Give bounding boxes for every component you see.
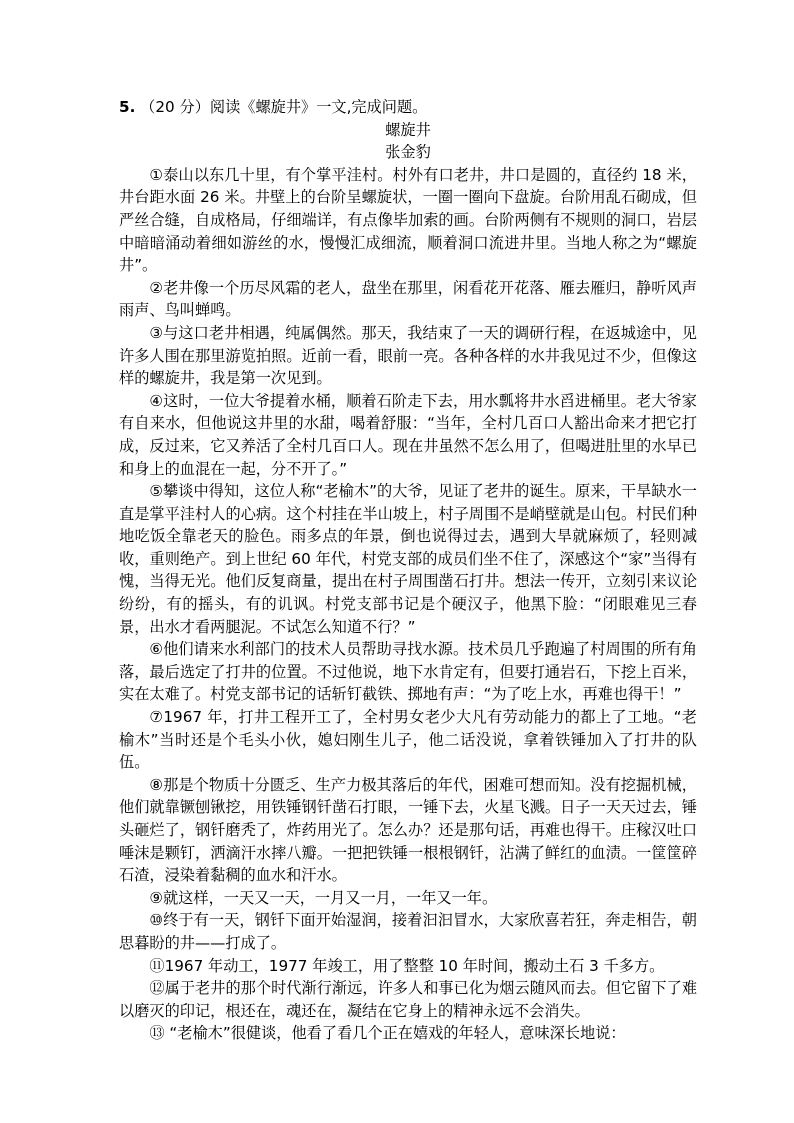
article-title: 螺旋井 [385,120,431,139]
paragraph-12: ⑫属于老井的那个时代渐行渐远，许多人和事已化为烟云随风而去。但它留下了难以磨灭的印记，根还在，魂还在，凝结在它身上的精神永远不会消失。 [119,979,697,1020]
question-score: （20 分） [140,98,210,116]
question-instruction: 阅读《螺旋井》一文,完成问题。 [209,98,428,116]
paragraph-8: ⑧那是个物质十分匮乏、生产力极其落后的年代，困难可想而知。没有挖掘机械，他们就靠镢刨锹挖，用铁锤钢钎凿石打眼，一锤下去，火星飞溅。日子一天天过去，锤头砸烂了，钢钎磨秃了，炸药用光了。怎么办？还是那句话，再难也得干。庄稼汉吐口唾沫是颗钉，洒滴汗水摔八瓣。一把把铁锤一根根钢钎，沾满了鲜红的血渍。一筐筐碎石渣，浸染着黏稠的血水和汗水。 [119,775,697,885]
paragraph-9: ⑨就这样，一天又一天，一月又一月，一年又一年。 [149,888,498,907]
paragraph-13: ⑬ “老榆木”很健谈，他看了看几个正在嬉戏的年轻人，意味深长地说： [149,1024,626,1043]
paragraph-3: ③与这口老井相遇，纯属偶然。那天，我结束了一天的调研行程，在返城途中，见许多人围在那里游览拍照。近前一看，眼前一亮。各种各样的水井我见过不少，但像这样的螺旋井，我是第一次见到。 [119,323,697,388]
paragraph-5: ⑤攀谈中得知，这位人称“老榆木”的大爷，见证了老井的诞生。原来，干旱缺水一直是掌平洼村人的心病。这个村挂在半山坡上，村子周围不是峭壁就是山包。村民们种地吃饭全靠老天的脸色。雨多点的年景，倒也说得过去，遇到大旱就麻烦了，轻则减收，重则绝产。到上世纪 60 年代，村党支部的成员们坐不住了，深感这个“家”当得有愧，当得无光。他们反复商量，提出在村子周围凿石打井。想法一传开，立刻引来议论纷纷，有的摇头，有的讥讽。村党支部书记是个硬汉子，他黑下脸：“闭眼难见三春景，出水才看两腿泥。不试怎么知道不行？” [119,482,697,636]
article-author: 张金豹 [385,143,431,162]
paragraph-7: ⑦1967 年，打井工程开工了，全村男女老少大凡有劳动能力的都上了工地。“老榆木”当时还是个毛头小伙，媳妇刚生儿子，他二话没说，拿着铁锤加入了打井的队伍。 [119,708,697,772]
question-heading [119,96,697,119]
paragraph-2: ②老井像一个历尽风霜的老人，盘坐在那里，闲看花开花落、雁去雁归，静听风声雨声、鸟叫蝉鸣。 [119,278,697,320]
paragraph-10: ⑩终于有一天，钢钎下面开始湿润，接着汩汩冒水，大家欣喜若狂，奔走相告，朝思暮盼的井——打成了。 [119,911,697,952]
question-number: 5. [119,98,136,116]
paragraph-1: ①泰山以东几十里，有个掌平洼村。村外有口老井，井口是圆的，直径约 18 米，井台距水面 26 米。井壁上的台阶呈螺旋状，一圈一圈向下盘旋。台阶用乱石砌成，但严丝合缝，自成格局，仔细端详，有点像毕加索的画。台阶两侧有不规则的洞口，岩层中暗暗涌动着细如游丝的水，慢慢汇成细流，顺着洞口流进井里。当地人称之为“螺旋井”。 [119,165,697,275]
paragraph-6: ⑥他们请来水利部门的技术人员帮助寻找水源。技术员几乎跑遍了村周围的所有角落，最后选定了打井的位置。不过他说，地下水肯定有，但要打通岩石，下挖上百米，实在太难了。村党支部书记的话斩钉截铁、掷地有声：“为了吃上水，再难也得干！” [119,640,697,704]
question-content [119,96,697,1045]
paragraph-4: ④这时，一位大爷提着水桶，顺着石阶走下去，用水瓢将井水舀进桶里。老大爷家有自来水，但他说这井里的水甜，喝着舒服：“当年，全村几百口人豁出命来才把它打成，反过来，它又养活了全村几百口人。现在井虽然不怎么用了，但喝进肚里的水早已和身上的血混在一起，分不开了。” [119,391,697,478]
paragraph-11: ⑪1967 年动工，1977 年竣工，用了整整 10 年时间，搬动土石 3 千多方。 [149,956,665,975]
